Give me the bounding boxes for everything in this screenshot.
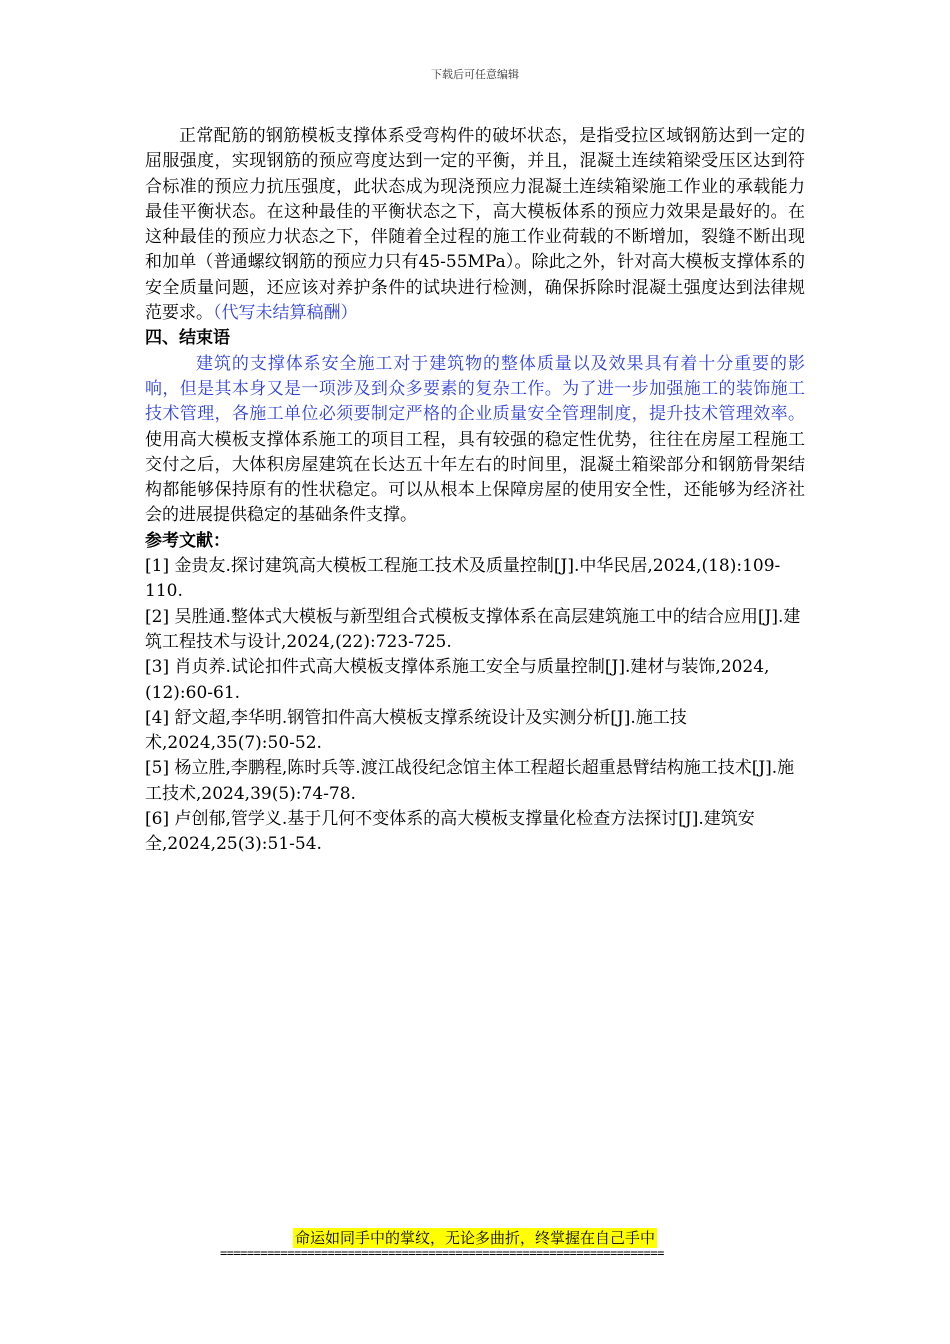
reference-item: [2] 吴胜通.整体式大模板与新型组合式模板支撑体系在高层建筑施工中的结合应用[J].建筑工程技术与设计,2024,(22):723-725. bbox=[145, 606, 801, 652]
reference-item: [1] 金贵友.探讨建筑高大模板工程施工技术及质量控制[J].中华民居,2024,(18):109-110. bbox=[145, 556, 781, 602]
section-heading-conclusion: 四、结束语 bbox=[145, 328, 230, 349]
reference-list bbox=[145, 554, 805, 858]
paragraph-2-blue-text: 建筑的支撑体系安全施工对于建筑物的整体质量以及效果具有着十分重要的影响，但是其本身又是一项涉及到众多要素的复杂工作。为了进一步加强施工的装饰施工技术管理，各施工单位必须要制定严格的企业质量安全管理制度，提升技术管理效率。 bbox=[145, 353, 805, 425]
paragraph-1-note: （代写未结算稿酬） bbox=[213, 303, 358, 324]
paragraph-2 bbox=[145, 352, 805, 529]
paragraph-1 bbox=[145, 124, 805, 326]
main-content bbox=[145, 124, 805, 858]
reference-item: [4] 舒文超,李华明.钢管扣件高大模板支撑系统设计及实测分析[J].施工技术,2024,35(7):50-52. bbox=[145, 707, 687, 754]
footer-slogan bbox=[0, 1227, 950, 1248]
reference-item: [6] 卢创郁,管学义.基于几何不变体系的高大模板支撑量化检查方法探讨[J].建筑安全,2024,25(3):51-54. bbox=[145, 809, 755, 855]
footer-slogan-text: 命运如同手中的掌纹，无论多曲折，终掌握在自己手中 bbox=[294, 1229, 655, 1247]
paragraph-1-text: 正常配筋的钢筋模板支撑体系受弯构件的破坏状态，是指受拉区域钢筋达到一定的屈服强度，实现钢筋的预应弯度达到一定的平衡，并且，混凝土连续箱梁受压区达到符合标准的预应力抗压强度，此状态成为现浇预应力混凝土连续箱梁施工作业的承载能力最佳平衡状态。在这种最佳的平衡状态之下，高大模板体系的预应力效果是最好的。在这种最佳的预应力状态之下，伴随着全过程的施工作业荷载的不断增加，裂缝不断出现和加单（普通螺纹钢筋的预应力只有45-55MPa）。除此之外，针对高大模板支撑体系的安全质量问题，还应该对养护条件的试块进行检测，确保拆除时混凝土强度达到法律规范要求。 bbox=[145, 126, 805, 324]
reference-item: [5] 杨立胜,李鹏程,陈时兵等.渡江战役纪念馆主体工程超长超重悬臂结构施工技术[J].施工技术,2024,39(5):74-78. bbox=[145, 758, 795, 804]
header-note: 下载后可任意编辑 bbox=[431, 68, 519, 81]
paragraph-2-text: 使用高大模板支撑体系施工的项目工程，具有较强的稳定性优势，往往在房屋工程施工交付之后，大体积房屋建筑在长达五十年左右的时间里，混凝土箱梁部分和钢筋骨架结构都能够保持原有的性状稳定。可以从根本上保障房屋的使用安全性，还能够为经济社会的进展提供稳定的基础条件支撑。 bbox=[145, 429, 805, 526]
footer-divider: ================================================================== bbox=[220, 1246, 664, 1260]
references-heading: 参考文献： bbox=[145, 530, 230, 551]
reference-item: [3] 肖贞养.试论扣件式高大模板支撑体系施工安全与质量控制[J].建材与装饰,2024,(12):60-61. bbox=[145, 657, 770, 703]
